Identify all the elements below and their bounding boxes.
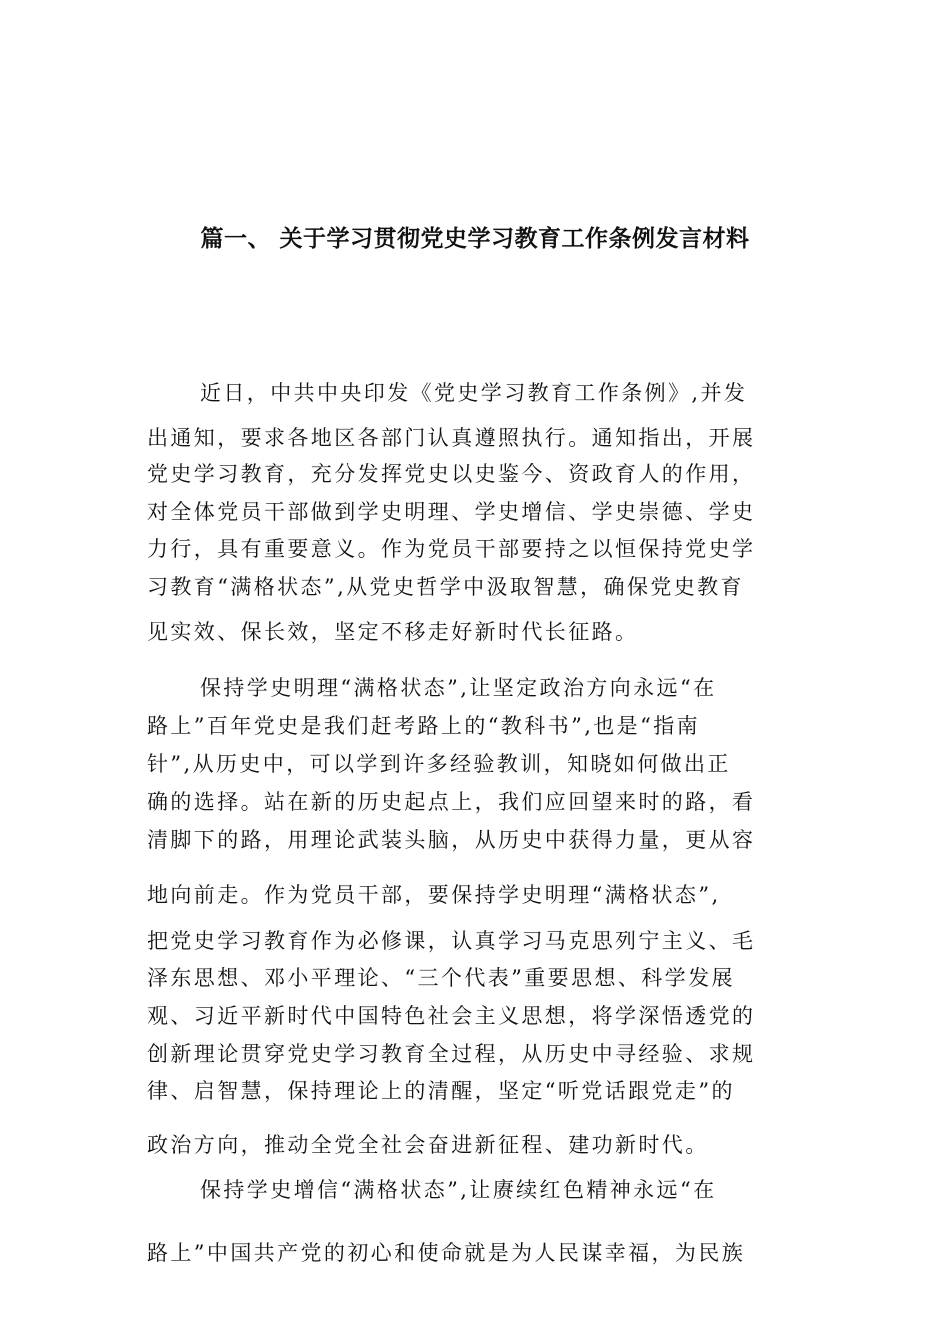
paragraph-1-line-5: 力行，具有重要意义。作为党员干部要持之以恒保持党史学 xyxy=(147,537,756,561)
paragraph-1-line-4: 对全体党员干部做到学史明理、学史增信、学史崇德、学史 xyxy=(147,500,756,524)
paragraph-1-line-1: 近日，中共中央印发《党史学习教育工作条例》,并发 xyxy=(200,381,748,405)
paragraph-1-line-3: 党史学习教育，充分发挥党史以史鉴今、资政育人的作用， xyxy=(147,462,756,486)
paragraph-2-line-3: 针”,从历史中，可以学到许多经验教训，知晓如何做出正 xyxy=(147,752,731,776)
document-title: 篇一、 关于学习贯彻党史学习教育工作条例发言材料 xyxy=(200,226,750,252)
paragraph-2-line-4: 确的选择。站在新的历史起点上，我们应回望来时的路，看 xyxy=(147,790,756,814)
paragraph-2-line-8: 泽东思想、邓小平理论、“三个代表”重要思想、科学发展 xyxy=(147,966,735,990)
paragraph-2-line-2: 路上”百年党史是我们赶考路上的“教科书”,也是“指南 xyxy=(147,714,701,738)
paragraph-1-line-7: 见实效、保长效，坚定不移走好新时代长征路。 xyxy=(147,620,639,644)
paragraph-1-line-2: 出通知，要求各地区各部门认真遵照执行。通知指出，开展 xyxy=(147,426,756,450)
paragraph-2-line-7: 把党史学习教育作为必修课，认真学习马克思列宁主义、毛 xyxy=(147,929,756,953)
paragraph-3-line-2: 路上”中国共产党的初心和使命就是为人民谋幸福，为民族 xyxy=(147,1241,746,1265)
paragraph-2-line-10: 创新理论贯穿党史学习教育全过程，从历史中寻经验、求规 xyxy=(147,1042,756,1066)
paragraph-2-line-9: 观、习近平新时代中国特色社会主义思想，将学深悟透党的 xyxy=(147,1004,756,1028)
paragraph-1-line-6: 习教育“满格状态”,从党史哲学中汲取智慧，确保党史教育 xyxy=(147,575,744,599)
paragraph-2-line-6: 地向前走。作为党员干部，要保持学史明理“满格状态”, xyxy=(147,883,721,907)
paragraph-2-line-12: 政治方向，推动全党全社会奋进新征程、建功新时代。 xyxy=(147,1133,709,1157)
paragraph-3-line-1: 保持学史增信“满格状态”,让赓续红色精神永远“在 xyxy=(200,1178,717,1202)
paragraph-2-line-11: 律、启智慧，保持理论上的清醒，坚定“听党话跟党走”的 xyxy=(147,1079,735,1103)
paragraph-2-line-5: 清脚下的路，用理论武装头脑，从历史中获得力量，更从容 xyxy=(147,828,756,852)
paragraph-2-line-1: 保持学史明理“满格状态”,让坚定政治方向永远“在 xyxy=(200,676,717,700)
